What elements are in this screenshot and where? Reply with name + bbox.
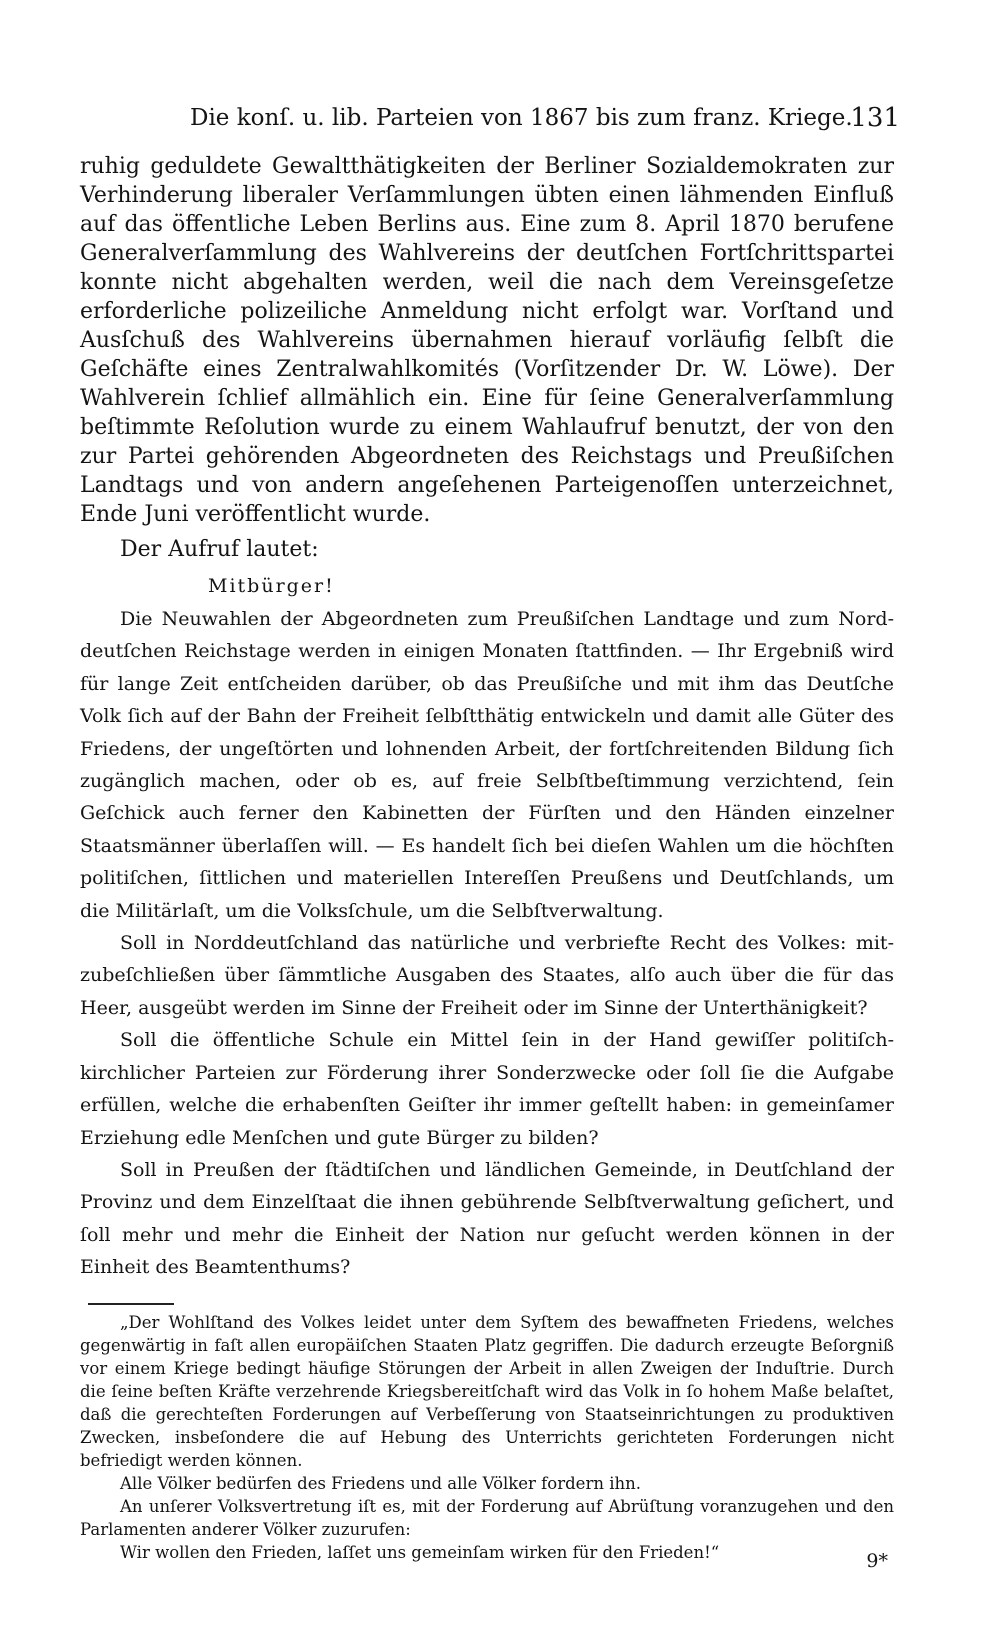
- appeal-paragraph: Die Neuwahlen der Abgeordneten zum Preußiſchen Landtage und zum Norddeutſchen Reichstage werden in einigen Monaten ſtattfinden. — Ihr Ergebniß wird für lange Zeit entſcheiden darüber, ob das Preußiſche und mit ihm das Deutſche Volk ſich auf der Bahn der Freiheit ſelbſtthätig entwickeln und damit alle Güter des Friedens, der ungeſtörten und lohnenden Arbeit, der fortſchreitenden Bildung ſich zugänglich machen, oder ob es, auf freie Selbſtbeſtimmung verzichtend, ſein Geſchick auch ferner den Kabinetten der Fürſten und den Händen einzelner Staatsmänner überlaſſen will. — Es handelt ſich bei dieſen Wahlen um die höchſten politiſchen, ſittlichen und materiellen Intereſſen Preußens und Deutſchlands, um die Militärlaſt, um die Volksſchule, um die Selbſtverwaltung.: [80, 608, 894, 922]
- appeal-salutation: Mitbürger!: [208, 575, 335, 597]
- signature-mark: 9*: [866, 1550, 888, 1572]
- appeal-paragraph: Soll in Norddeutſchland das natürliche und verbriefte Recht des Volkes: mitzubeſchließen über ſämmtliche Ausgaben des Staates, alſo auch über die für das Heer, ausgeübt werden im Sinne der Freiheit oder im Sinne der Unterthänigkeit?: [80, 932, 894, 1019]
- footnote-paragraph: Wir wollen den Frieden, laſſet uns gemeinſam wirken für den Frieden!“: [120, 1542, 720, 1562]
- appeal-paragraph: Soll in Preußen der ſtädtiſchen und ländlichen Gemeinde, in Deutſchland der Provinz und dem Einzelſtaat die ihnen gebührende Selbſtverwaltung geſichert, und ſoll mehr und mehr die Einheit der Nation nur geſucht werden können in der Einheit des Beamtenthums?: [80, 1158, 894, 1279]
- page-number: 131: [850, 103, 900, 133]
- appeal-paragraph: Soll die öffentliche Schule ein Mittel ſein in der Hand gewiſſer politiſch-kirchlicher Parteien zur Förderung ihrer Sonderzwecke oder ſoll ſie die Aufgabe erfüllen, welche die erhabenſten Geiſter ihr immer geſtellt haben: in gemeinſamer Erziehung edle Menſchen und gute Bürger zu bilden?: [80, 1029, 894, 1149]
- footnote: [80, 1311, 894, 1564]
- footnote-paragraph: An unſerer Volksvertretung iſt es, mit der Forderung auf Abrüſtung voranzugehen und den Parlamenten anderer Völker zuzurufen:: [80, 1496, 894, 1539]
- footnote-paragraph: „Der Wohlſtand des Volkes leidet unter dem Syſtem des bewaffneten Friedens, welches gegenwärtig in faſt allen europäiſchen Staaten Platz gegriffen. Die dadurch erzeugte Beſorgniß vor einem Kriege bedingt häufige Störungen der Arbeit in allen Zweigen der Induſtrie. Durch die ſeine beſten Kräfte verzehrende Kriegsbereitſchaft wird das Volk in ſo hohem Maße belaſtet, daß die gerechteſten Forderungen auf Verbeſſerung von Staatseinrichtungen zu produktiven Zwecken, insbeſondere die auf Hebung des Unterrichts gerichteten Forderungen nicht befriedigt werden können.: [80, 1312, 894, 1470]
- running-title: Die konſ. u. lib. Parteien von 1867 bis zum franz. Kriege.: [190, 105, 853, 131]
- footnote-paragraph: Alle Völker bedürfen des Friedens und alle Völker fordern ihn.: [120, 1473, 641, 1493]
- appeal-lead-in: Der Aufruf lautet:: [120, 537, 319, 562]
- page-body: [80, 152, 894, 1564]
- running-header: [80, 96, 900, 140]
- body-paragraph: ruhig geduldete Gewaltthätigkeiten der Berliner Sozialdemokraten zur Verhinderung liberaler Verſammlungen übten einen lähmenden Einfluß auf das öffentliche Leben Berlins aus. Eine zum 8. April 1870 berufene Generalverſammlung des Wahlvereins der deutſchen Fortſchrittspartei konnte nicht abgehalten werden, weil die nach dem Vereinsgeſetze erforderliche polizeiliche Anmeldung nicht erfolgt war. Vorſtand und Ausſchuß des Wahlvereins übernahmen hierauf vorläufig ſelbſt die Geſchäfte eines Zentralwahlkomités (Vorſitzender Dr. W. Löwe). Der Wahlverein ſchlief allmählich ein. Eine für ſeine Generalverſammlung beſtimmte Reſolution wurde zu einem Wahlaufruf benutzt, der von den zur Partei gehörenden Abgeordneten des Reichstags und Preußiſchen Landtags und von andern angeſehenen Parteigenoſſen unterzeichnet, Ende Juni veröffentlicht wurde.: [80, 154, 894, 527]
- footnote-divider: [88, 1303, 174, 1305]
